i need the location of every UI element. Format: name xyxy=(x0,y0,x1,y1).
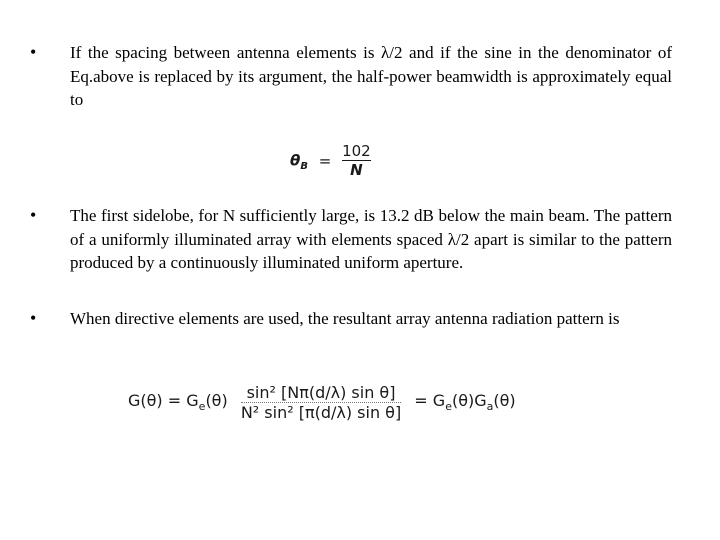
pattern-denominator: N² sin² [π(d/λ) sin θ] xyxy=(240,403,402,422)
equation-rhs: = $G_e(\theta)G_a(\theta)$ xyxy=(414,391,516,414)
pattern-fraction xyxy=(241,383,401,422)
equation-radiation-pattern xyxy=(128,383,516,422)
fraction-102-over-n xyxy=(342,142,371,179)
equation-half-power-beamwidth xyxy=(290,142,371,179)
theta-symbol: θ xyxy=(290,151,301,170)
equals-sign: = xyxy=(318,151,332,170)
bullet-text-beamwidth: If the spacing between antenna elements is λ/2 and if the sine in the denominator of Eq.above is replaced by its argument, the half-power beamwidth is approximately equal to xyxy=(70,43,672,109)
bullet-text-sidelobe: The first sidelobe, for N sufficiently large, is 13.2 dB below the main beam. The pattern of a uniformly illuminated array with elements spaced λ/2 apart is similar to the pattern produced by a continuously illuminated uniform aperture. xyxy=(70,206,672,272)
bullet-marker: • xyxy=(30,308,37,328)
fraction-denominator: N xyxy=(350,161,363,179)
subscript-b: B xyxy=(300,161,308,172)
bullet-marker: • xyxy=(30,42,37,62)
bullet-text-directive-elements: When directive elements are used, the resultant array antenna radiation pattern is xyxy=(70,309,620,328)
equation-lhs: $G(\theta) = G_e(\theta)$ xyxy=(128,391,228,414)
bullet-marker: • xyxy=(30,205,37,225)
pattern-numerator: sin² [Nπ(d/λ) sin θ] xyxy=(246,383,396,402)
fraction-numerator: 102 xyxy=(342,142,371,160)
